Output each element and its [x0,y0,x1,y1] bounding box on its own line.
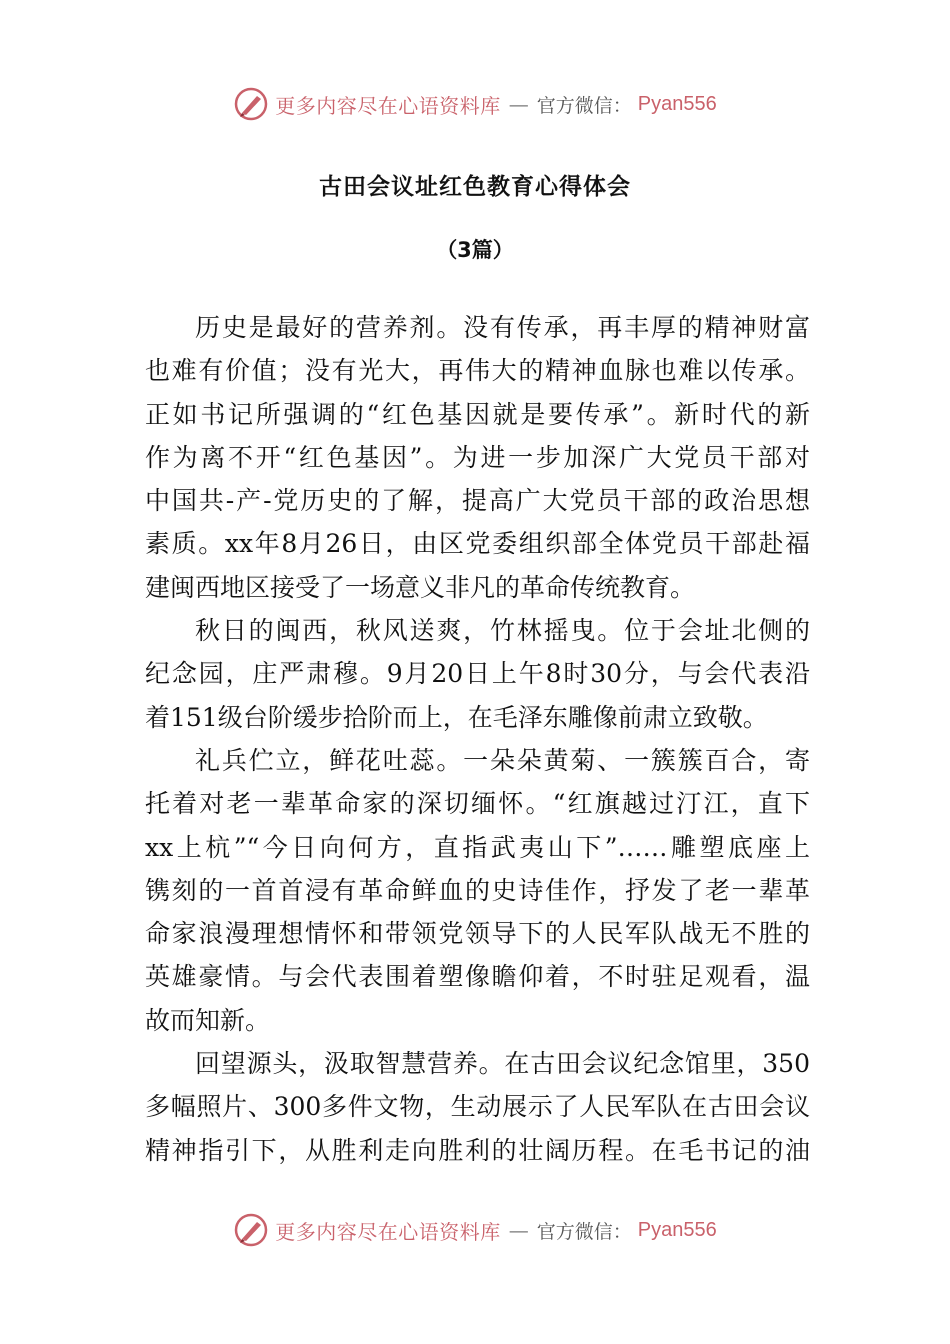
header-watermark [0,82,950,126]
text-line: 秋日的闽西，秋风送爽，竹林摇曳。位于会址北侧的 [195,616,810,646]
text-line: 英雄豪情。与会代表围着塑像瞻仰着，不时驻足观看，温 [145,962,810,992]
text-line: 素质。xx年8月26日，由区党委组织部全体党员干部赴福 [145,529,810,559]
text-line: 礼兵伫立，鲜花吐蕊。一朵朵黄菊、一簇簇百合，寄 [195,745,810,775]
text-line: 故而知新。 [145,1005,271,1035]
document-body [145,306,810,1172]
text-line: 着151级台阶缓步拾阶而上，在毛泽东雕像前肃立致敬。 [145,702,768,732]
watermark-wechat-label: 官方微信： [536,94,632,117]
watermark-wechat-label: 官方微信： [536,1220,632,1243]
watermark-wechat-id: Pyan556 [637,1218,717,1241]
text-line: 纪念园，庄严肃穆。9月20日上午8时30分，与会代表沿 [145,659,810,689]
text-line: 建闽西地区接受了一场意义非凡的革命传统教育。 [145,572,696,602]
text-line: 作为离不开“红色基因”。为进一步加深广大党员干部对 [145,442,810,472]
text-line: 命家浪漫理想情怀和带领党领导下的人民军队战无不胜的 [145,919,810,949]
text-line: 历史是最好的营养剂。没有传承，再丰厚的精神财富 [195,313,810,342]
text-line: 正如书记所强调的“红色基因就是要传承”。新时代的新 [145,399,810,429]
watermark-wechat-id: Pyan556 [637,92,717,115]
text-line: 也难有价值；没有光大，再伟大的精神血脉也难以传承。 [145,356,810,386]
text-line: 中国共-产-党历史的了解，提高广大党员干部的政治思想 [145,486,810,516]
text-line: 托着对老一辈革命家的深切缅怀。“红旗越过汀江，直下 [145,789,810,819]
watermark-dash: — [508,92,529,116]
text-line: xx上杭”“今日向何方，直指武夷山下”……雕塑底座上 [145,832,810,862]
pen-logo-icon [233,1212,269,1248]
pen-logo-icon [233,86,269,122]
text-line: 精神指引下，从胜利走向胜利的壮阔历程。在毛书记的油 [145,1135,810,1165]
footer-watermark [0,1208,950,1252]
page-subtitle: （3篇） [436,238,514,262]
watermark-main-text: 更多内容尽在心语资料库 [275,1219,501,1244]
text-line: 回望源头，汲取智慧营养。在古田会议纪念馆里，350 [195,1049,810,1079]
watermark-main-text: 更多内容尽在心语资料库 [275,93,501,118]
text-line: 镌刻的一首首浸有革命鲜血的史诗佳作，抒发了老一辈革 [145,875,810,905]
watermark-dash: — [508,1218,529,1242]
text-line: 多幅照片、300多件文物，生动展示了人民军队在古田会议 [145,1092,810,1122]
page-title: 古田会议址红色教育心得体会 [319,174,631,200]
